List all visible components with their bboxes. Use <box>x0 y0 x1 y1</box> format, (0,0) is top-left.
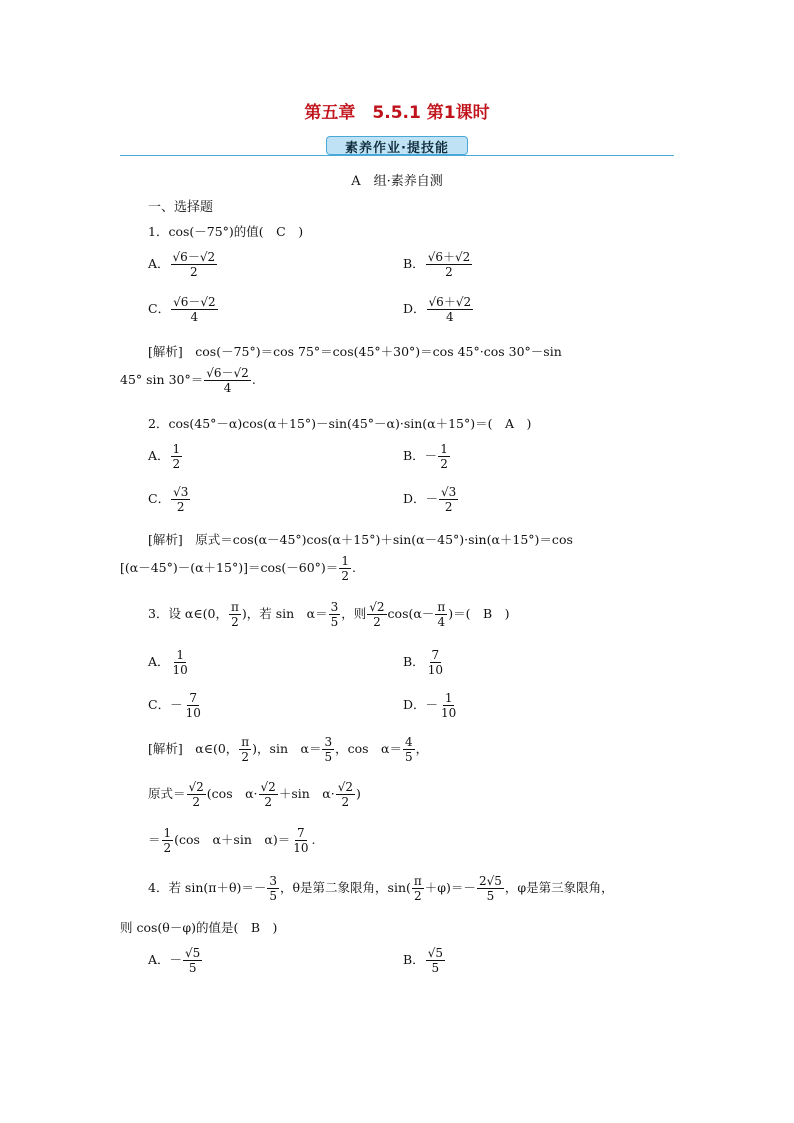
denominator: 2 <box>445 265 453 279</box>
denominator: 2 <box>172 457 181 471</box>
explanation-text: )，sin α＝ <box>252 741 322 756</box>
explanation-text: ，cos α＝ <box>335 741 402 756</box>
denominator: 2 <box>444 500 453 514</box>
stem-fraction <box>267 874 279 903</box>
q1-option-a <box>148 250 218 279</box>
option-label: D． <box>403 301 426 316</box>
numerator: 1 <box>440 442 448 456</box>
option-fraction <box>183 946 202 975</box>
q4-stem-line2: 则 cos(θ－φ)的值是( B ) <box>120 920 278 935</box>
numerator: √3 <box>441 485 457 499</box>
option-label: B． <box>403 256 425 271</box>
stem-text: 4．若 sin(π＋θ)＝－ <box>148 880 267 895</box>
option-fraction <box>426 250 473 279</box>
numerator: √6－√2 <box>172 250 216 264</box>
numerator: 1 <box>163 826 172 840</box>
q1-explanation-line2 <box>120 366 256 395</box>
q2-option-a <box>148 442 183 471</box>
denominator: 10 <box>427 663 443 677</box>
stem-fraction <box>229 600 241 629</box>
option-fraction <box>426 946 445 975</box>
numerator: √6＋√2 <box>428 295 472 309</box>
q3-option-a <box>148 648 191 677</box>
explanation-text: [解析] α∈(0， <box>148 741 239 756</box>
stem-fraction <box>435 600 447 629</box>
denominator: 4 <box>223 381 232 395</box>
q2-option-b <box>403 442 451 471</box>
numerator: 2√5 <box>478 874 502 888</box>
numerator: 1 <box>444 691 453 705</box>
denominator: 10 <box>172 663 188 677</box>
stem-text: ，则 <box>341 606 367 621</box>
explanation-fraction <box>259 780 278 809</box>
denominator: 2 <box>341 569 349 583</box>
option-fraction <box>427 295 474 324</box>
numerator: 4 <box>404 735 413 749</box>
q3-explanation-line1 <box>148 735 428 764</box>
option-fraction <box>184 691 203 720</box>
explanation-fraction <box>339 554 351 583</box>
explanation-fraction <box>403 735 415 764</box>
q3-stem <box>148 600 510 629</box>
numerator: π <box>230 600 239 614</box>
explanation-text: 原式＝ <box>148 786 186 801</box>
stem-text: cos(α－ <box>387 606 435 621</box>
q1-option-d <box>403 295 474 324</box>
q2-explanation-line1: [解析] 原式＝cos(α－45°)cos(α＋15°)＋sin(α－45°)·sin(α＋15°)＝cos <box>148 532 573 547</box>
numerator: π <box>437 600 446 614</box>
option-fraction <box>439 485 458 514</box>
stem-fraction <box>329 600 341 629</box>
numerator: √2 <box>337 780 353 794</box>
numerator: 1 <box>341 554 349 568</box>
option-fraction <box>171 295 218 324</box>
denominator: 5 <box>188 961 197 975</box>
numerator: 3 <box>324 735 333 749</box>
group-title: A 组·素养自测 <box>351 174 443 189</box>
option-label: A．－ <box>148 952 183 967</box>
q4-option-b <box>403 946 446 975</box>
denominator: 4 <box>446 310 454 324</box>
explanation-fraction <box>162 826 174 855</box>
q2-stem: 2．cos(45°－α)cos(α＋15°)－sin(45°－α)·sin(α＋15°)＝( A ) <box>148 416 532 431</box>
q1-stem: 1．cos(－75°)的值( C ) <box>148 224 304 239</box>
numerator: √2 <box>188 780 204 794</box>
q1-option-c <box>148 295 219 324</box>
numerator: √6－√2 <box>206 366 249 380</box>
header-rule <box>120 155 674 156</box>
option-label: C． <box>148 491 171 506</box>
option-label: C． <box>148 301 171 316</box>
denominator: 5 <box>330 615 339 629</box>
explanation-text: [(α－45°)－(α＋15°)]＝cos(－60°)＝ <box>120 560 339 575</box>
denominator: 4 <box>190 310 199 324</box>
explanation-fraction <box>336 780 355 809</box>
denominator: 4 <box>437 615 446 629</box>
numerator: √2 <box>260 780 276 794</box>
banner-text: 素养作业·提技能 <box>345 141 449 156</box>
denominator: 2 <box>373 615 381 629</box>
denominator: 2 <box>163 841 172 855</box>
numerator: 1 <box>176 648 184 662</box>
option-fraction <box>171 485 190 514</box>
q3-option-c <box>148 691 204 720</box>
option-label: A． <box>148 256 170 271</box>
stem-text: ，θ是第二象限角，sin( <box>280 880 411 895</box>
option-label: A． <box>148 448 170 463</box>
option-label: B． <box>403 654 425 669</box>
denominator: 2 <box>264 795 272 809</box>
stem-text: 3．设 α∈(0， <box>148 606 228 621</box>
explanation-fraction <box>187 780 206 809</box>
explanation-text: ) <box>355 786 361 801</box>
stem-text: ＋φ)＝－ <box>424 880 476 895</box>
q3-explanation-line3 <box>148 826 315 855</box>
explanation-end: . <box>251 372 256 387</box>
stem-fraction <box>477 874 504 903</box>
denominator: 2 <box>241 750 250 764</box>
stem-text: ，φ是第三象限角， <box>504 880 614 895</box>
stem-text: )，若 sin α＝ <box>241 606 328 621</box>
numerator: 7 <box>189 691 198 705</box>
denominator: 10 <box>441 706 457 720</box>
q2-option-c <box>148 485 191 514</box>
stem-fraction <box>367 600 386 629</box>
explanation-fraction <box>239 735 251 764</box>
q4-stem-line1 <box>148 874 614 903</box>
explanation-text: (cos α· <box>206 786 258 801</box>
denominator: 2 <box>414 889 422 903</box>
option-label: B． <box>403 952 425 967</box>
q4-option-a <box>148 946 203 975</box>
denominator: 5 <box>486 889 495 903</box>
explanation-text: 45° sin 30°＝ <box>120 372 204 387</box>
numerator: 1 <box>172 442 181 456</box>
numerator: 7 <box>297 826 305 840</box>
option-fraction <box>439 691 458 720</box>
q2-explanation-line2 <box>120 554 356 583</box>
q3-explanation-line2 <box>148 780 361 809</box>
explanation-end: . <box>351 560 356 575</box>
stem-fraction <box>412 874 424 903</box>
denominator: 5 <box>404 750 413 764</box>
numerator: √6－√2 <box>173 295 216 309</box>
numerator: √2 <box>369 600 385 614</box>
option-label: D．－ <box>403 491 439 506</box>
numerator: √5 <box>427 946 443 960</box>
denominator: 5 <box>324 750 333 764</box>
numerator: √3 <box>173 485 189 499</box>
section-heading: 一、选择题 <box>148 200 214 215</box>
stem-text: )＝( B ) <box>448 606 510 621</box>
option-label: D．－ <box>403 697 439 712</box>
denominator: 5 <box>269 889 278 903</box>
section-banner <box>326 136 468 155</box>
numerator: √5 <box>185 946 201 960</box>
numerator: π <box>413 874 422 888</box>
numerator: π <box>241 735 250 749</box>
option-fraction <box>171 250 218 279</box>
explanation-text: (cos α＋sin α)＝ <box>174 832 291 847</box>
option-fraction <box>171 648 190 677</box>
option-fraction <box>171 442 183 471</box>
q3-option-b <box>403 648 446 677</box>
denominator: 10 <box>293 841 309 855</box>
numerator: 3 <box>330 600 339 614</box>
denominator: 2 <box>176 500 185 514</box>
denominator: 2 <box>192 795 200 809</box>
denominator: 2 <box>231 615 239 629</box>
explanation-fraction <box>291 826 310 855</box>
explanation-text: . <box>311 832 316 847</box>
numerator: 3 <box>269 874 278 888</box>
denominator: 2 <box>190 265 198 279</box>
option-label: B．－ <box>403 448 438 463</box>
denominator: 2 <box>440 457 448 471</box>
option-label: A． <box>148 654 170 669</box>
option-label: C．－ <box>148 697 183 712</box>
explanation-fraction <box>322 735 334 764</box>
explanation-fraction <box>204 366 251 395</box>
explanation-text: ＋sin α· <box>278 786 335 801</box>
q2-option-d <box>403 485 459 514</box>
denominator: 5 <box>431 961 440 975</box>
q1-explanation-line1: [解析] cos(－75°)＝cos 75°＝cos(45°＋30°)＝cos 45°·cos 30°－sin <box>148 344 562 359</box>
numerator: √6＋√2 <box>427 250 471 264</box>
q3-option-d <box>403 691 459 720</box>
explanation-text: ， <box>415 741 429 756</box>
q1-option-b <box>403 250 473 279</box>
page-title: 第五章 5.5.1 第1课时 <box>304 103 490 123</box>
denominator: 2 <box>341 795 350 809</box>
option-fraction <box>426 648 445 677</box>
option-fraction <box>438 442 450 471</box>
explanation-text: ＝ <box>148 832 161 847</box>
numerator: 7 <box>431 648 440 662</box>
denominator: 10 <box>185 706 201 720</box>
